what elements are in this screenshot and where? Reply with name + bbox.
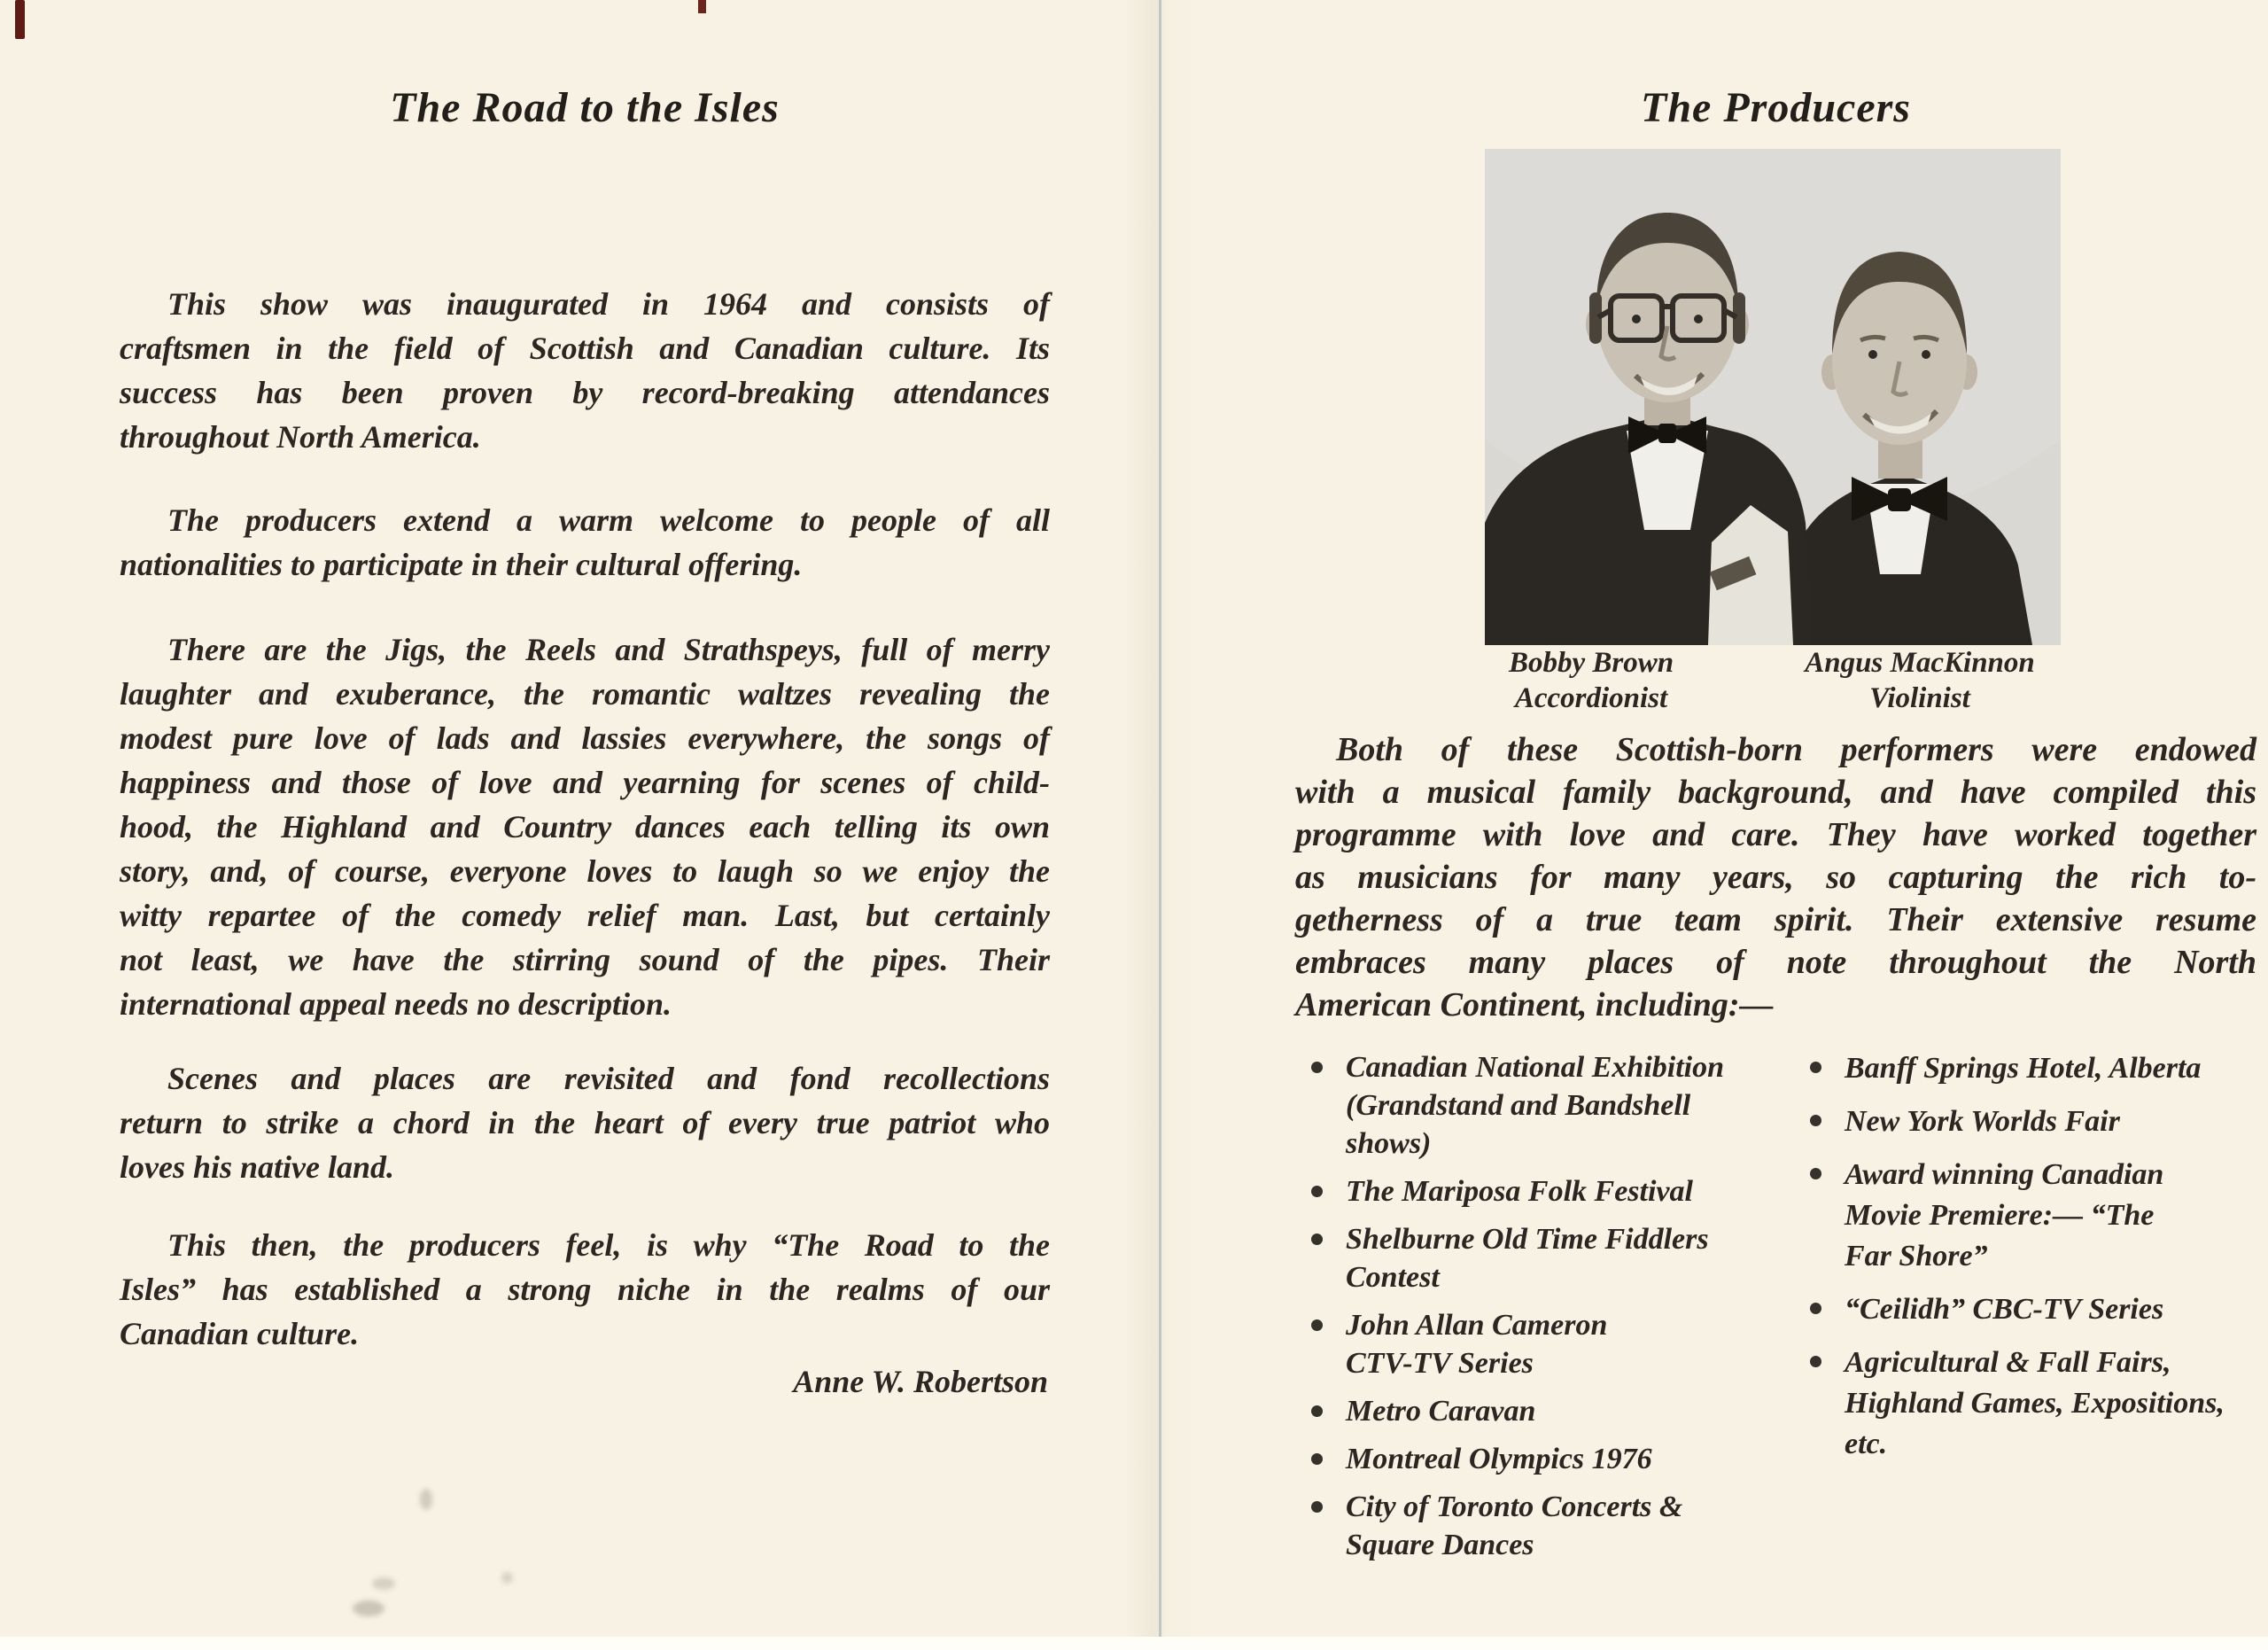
performer-role: Violinist [1869, 682, 1970, 714]
bullet-icon [1311, 1319, 1323, 1331]
paragraph-line: programme with love and care. They have worked together [1295, 816, 2256, 853]
paragraph-line: Scenes and places are revisited and fond recollections [167, 1061, 1050, 1096]
paragraph-line: Isles” has established a strong niche in the realms of our [120, 1272, 1050, 1307]
paragraph-line: American Continent, including:— [1295, 986, 1774, 1023]
bullet-icon [1810, 1062, 1821, 1073]
paragraph-line: story, and, of course, everyone loves to laugh so we enjoy the [120, 853, 1050, 889]
performer-name: Bobby Brown [1508, 647, 1674, 679]
list-item: Canadian National Exhibition (Grandstand and Bandshell shows) [1311, 1048, 1794, 1163]
bullet-icon [1311, 1501, 1323, 1513]
paragraph-line: not least, we have the stirring sound of the pipes. Their [120, 942, 1050, 977]
producers-intro-paragraph [1295, 728, 2256, 1026]
paragraph-line: The producers extend a warm welcome to people of all [167, 502, 1050, 538]
paragraph-line: This then, the producers feel, is why “The Road to the [167, 1227, 1050, 1263]
list-item: Metro Caravan [1311, 1392, 1794, 1430]
list-item: New York Worlds Fair [1810, 1101, 2257, 1142]
paragraph-line: There are the Jigs, the Reels and Strathspeys, full of merry [167, 632, 1050, 667]
paper-smudge [420, 1489, 432, 1510]
paragraph-line: Canadian culture. [120, 1316, 360, 1351]
bullet-icon [1311, 1453, 1323, 1465]
venue-list-left [1311, 1048, 1794, 1574]
paragraph-line: laughter and exuberance, the romantic waltzes revealing the [120, 676, 1050, 712]
performer-name: Angus MacKinnon [1805, 647, 2035, 679]
bullet-icon [1311, 1234, 1323, 1245]
list-item: Award winning Canadian Movie Premiere:— “The Far Shore” [1810, 1155, 2257, 1277]
list-item: Banff Springs Hotel, Alberta [1810, 1048, 2257, 1089]
list-item: City of Toronto Concerts & Square Dances [1311, 1488, 1794, 1564]
performer-role: Accordionist [1514, 682, 1668, 714]
list-item: “Ceilidh” CBC-TV Series [1810, 1289, 2257, 1330]
list-item: John Allan Cameron CTV-TV Series [1311, 1306, 1794, 1382]
paragraph-line: with a musical family background, and have compiled this [1295, 774, 2256, 811]
paragraph-line: modest pure love of lads and lassies everywhere, the songs of [120, 720, 1050, 756]
bullet-icon [1810, 1303, 1821, 1314]
paragraph-line: hood, the Highland and Country dances each telling its own [120, 809, 1050, 844]
bullet-icon [1311, 1186, 1323, 1197]
paragraph-line: nationalities to participate in their cultural offering. [120, 547, 803, 582]
scan-mark [15, 0, 25, 39]
paragraph-line: witty repartee of the comedy relief man. Last, but certainly [120, 898, 1050, 933]
list-item: The Mariposa Folk Festival [1311, 1172, 1794, 1210]
paper-smudge [353, 1600, 384, 1616]
paragraph-line: This show was inaugurated in 1964 and consists of [167, 286, 1050, 322]
performer-caption-right [1783, 645, 2057, 716]
page-fold-line [1159, 0, 1161, 1650]
paragraph-line: loves his native land. [120, 1149, 395, 1185]
author-signature: Anne W. Robertson [793, 1364, 1048, 1399]
producers-photo-illustration [1485, 149, 2061, 645]
left-page-title: The Road to the Isles [390, 84, 780, 131]
right-page-title: The Producers [1641, 84, 1911, 131]
paragraph-line: craftsmen in the field of Scottish and Canadian culture. Its [120, 331, 1050, 366]
list-item: Shelburne Old Time Fiddlers Contest [1311, 1220, 1794, 1296]
paper-smudge [372, 1577, 395, 1590]
bullet-icon [1311, 1405, 1323, 1417]
scan-edge-strip [0, 1637, 2268, 1650]
paragraph-line: getherness of a true team spirit. Their extensive resume [1295, 901, 2256, 938]
paragraph-line: happiness and those of love and yearning for scenes of child- [120, 765, 1050, 800]
bullet-icon [1810, 1115, 1821, 1126]
bullet-icon [1810, 1356, 1821, 1367]
paper-smudge [501, 1572, 513, 1584]
bullet-icon [1311, 1062, 1323, 1073]
performer-caption-left [1467, 645, 1715, 716]
paragraph-line: success has been proven by record-breaking attendances [120, 375, 1050, 410]
list-item: Montreal Olympics 1976 [1311, 1440, 1794, 1478]
paragraph-line: international appeal needs no description. [120, 986, 672, 1022]
paragraph-line: embraces many places of note throughout the North [1295, 944, 2256, 981]
scan-mark [698, 0, 706, 13]
paragraph-line: return to strike a chord in the heart of every true patriot who [120, 1105, 1050, 1140]
bullet-icon [1810, 1168, 1821, 1179]
paragraph-line: Both of these Scottish-born performers were endowed [1336, 731, 2256, 768]
paragraph-line: throughout North America. [120, 419, 481, 455]
paragraph-line: as musicians for many years, so capturing the rich to- [1295, 859, 2256, 896]
producers-photo [1485, 149, 2061, 645]
list-item: Agricultural & Fall Fairs, Highland Games, Expositions, etc. [1810, 1343, 2257, 1465]
venue-list-right [1810, 1048, 2257, 1477]
